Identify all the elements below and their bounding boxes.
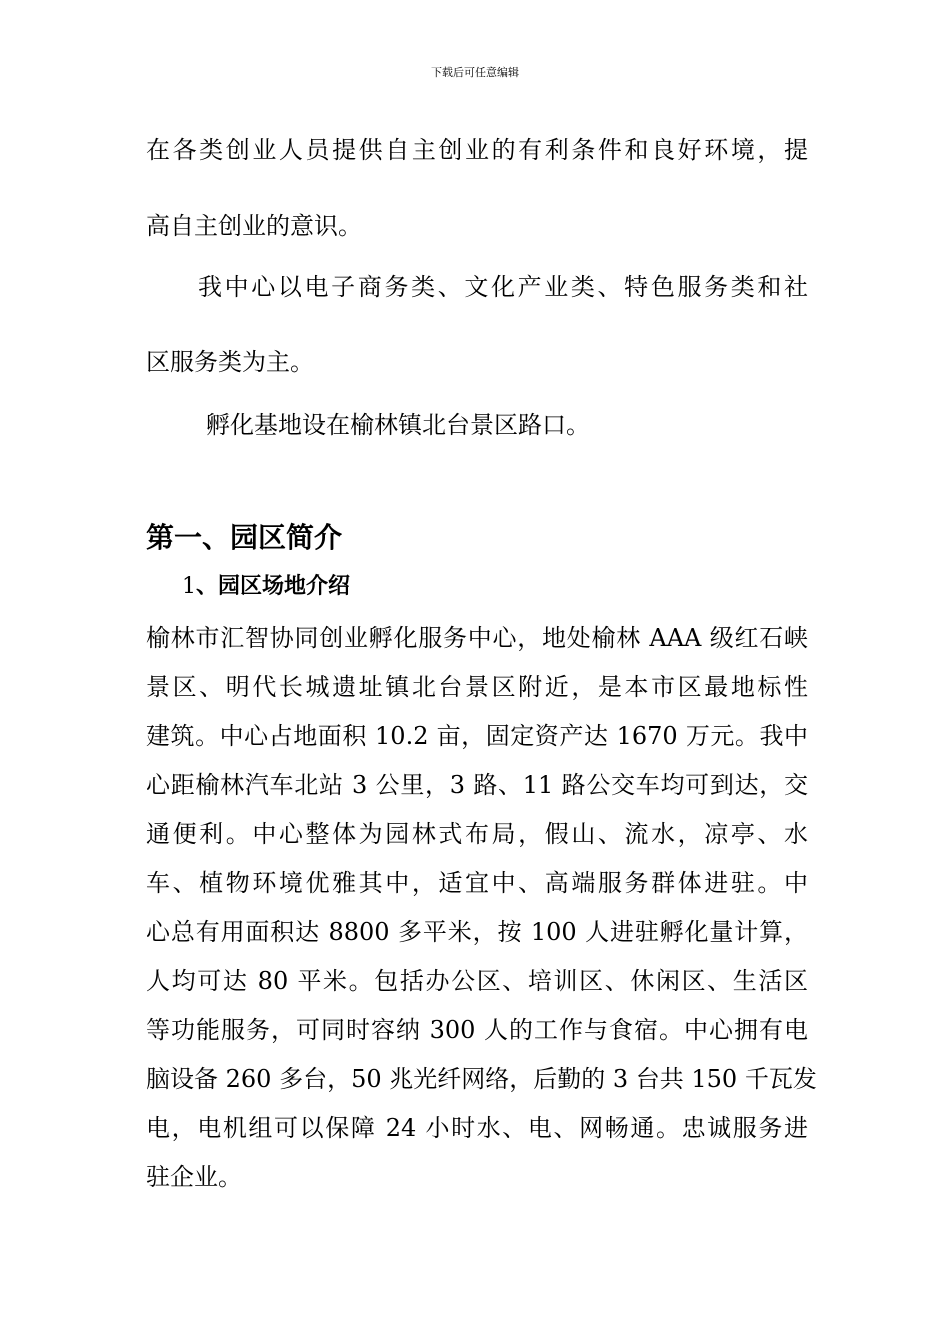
intro-p3: 孵化基地设在榆林镇北台景区路口。	[206, 411, 590, 439]
subsection-number: 1	[182, 574, 196, 599]
body-line-3: 建筑。中心占地面积 10.2 亩，固定资产达 1670 万元。我中	[146, 722, 808, 750]
body-line-9: 等功能服务，可同时容纳 300 人的工作与食宿。中心拥有电	[146, 1016, 808, 1044]
body-line-8: 人均可达 80 平米。包括办公区、培训区、休闲区、生活区	[146, 967, 808, 995]
body-line-1: 榆林市汇智协同创业孵化服务中心，地处榆林 AAA 级红石峡	[146, 624, 808, 652]
intro-p1-line2: 高自主创业的意识。	[146, 212, 362, 240]
body-line-2: 景区、明代长城遗址镇北台景区附近，是本市区最地标性	[146, 673, 808, 701]
body-line-5: 通便利。中心整体为园林式布局，假山、流水，凉亭、水	[146, 820, 808, 848]
intro-p2-line2: 区服务类为主。	[146, 348, 314, 376]
body-line-4: 心距榆林汽车北站 3 公里，3 路、11 路公交车均可到达，交	[146, 771, 808, 799]
body-line-11: 电，电机组可以保障 24 小时水、电、网畅通。忠诚服务进	[146, 1114, 808, 1142]
subsection-title: 、园区场地介绍	[196, 574, 351, 599]
intro-p1-line1: 在各类创业人员提供自主创业的有利条件和良好环境，提	[146, 136, 808, 164]
section-heading: 第一、园区简介	[146, 521, 343, 554]
body-line-7: 心总有用面积达 8800 多平米，按 100 人进驻孵化量计算，	[146, 918, 808, 946]
body-line-6: 车、植物环境优雅其中，适宜中、高端服务群体进驻。中	[146, 869, 808, 897]
body-line-12: 驻企业。	[146, 1163, 242, 1191]
subsection-heading	[182, 572, 350, 602]
intro-p2-line1: 我中心以电子商务类、文化产业类、特色服务类和社	[198, 273, 808, 301]
body-line-10: 脑设备 260 多台，50 兆光纤网络，后勤的 3 台共 150 千瓦发	[146, 1065, 817, 1093]
page-header: 下载后可任意编辑	[431, 66, 519, 79]
